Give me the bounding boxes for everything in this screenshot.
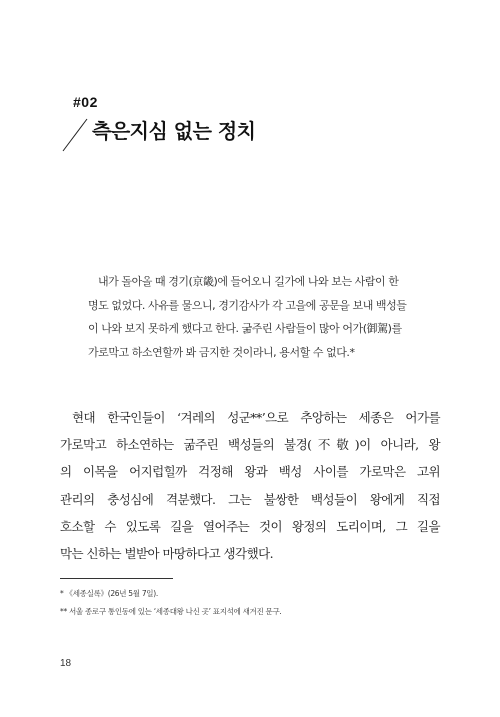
quote-line: 내가 돌아올 때 경기(京畿)에 들어오니 길가에 나와 보는 사람이 한: [98, 275, 399, 288]
quote-line: 이 나와 보지 못하게 했다고 한다. 굶주린 사람들이 많아 어가(御駕)를: [88, 322, 402, 335]
body-paragraph: [60, 404, 440, 567]
chapter-number: #02: [73, 94, 98, 110]
body-line: 관리의 충성심에 격분했다. 그는 불쌍한 백성들이 왕에게 직접: [60, 491, 440, 507]
epigraph-quote: [88, 270, 418, 364]
body-line: 의 이목을 어지럽힐까 걱정해 왕과 백성 사이를 가로막은 고위: [60, 464, 440, 480]
footnotes: [60, 585, 282, 621]
chapter-title: 측은지심 없는 정치: [92, 119, 256, 143]
body-line: 가로막고 하소연하는 굶주린 백성들의 불경(不敬)이 아니라, 왕: [60, 437, 440, 453]
body-line: 호소할 수 있도록 길을 열어주는 것이 왕정의 도리이며, 그 길을: [60, 518, 440, 534]
footnote: * 《세종실록》(26년 5월 7일).: [60, 589, 158, 598]
body-line: 현대 한국인들이 ‘겨레의 성군**’으로 추앙하는 세종은 어가를: [72, 410, 440, 425]
footnote: ** 서울 종로구 통인동에 있는 ‘세종대왕 나신 곳’ 표지석에 새겨진 문구.: [60, 607, 282, 616]
page-number: 18: [60, 658, 72, 669]
quote-line: 가로막고 하소연할까 봐 금지한 것이라니, 용서할 수 없다.*: [88, 345, 355, 359]
footnote-divider: [60, 578, 173, 579]
body-line: 막는 신하는 벌받아 마땅하다고 생각했다.: [60, 546, 274, 562]
quote-line: 명도 없었다. 사유를 물으니, 경기감사가 각 고을에 공문을 보내 백성들: [88, 298, 407, 312]
title-slash-decoration: [62, 118, 90, 152]
